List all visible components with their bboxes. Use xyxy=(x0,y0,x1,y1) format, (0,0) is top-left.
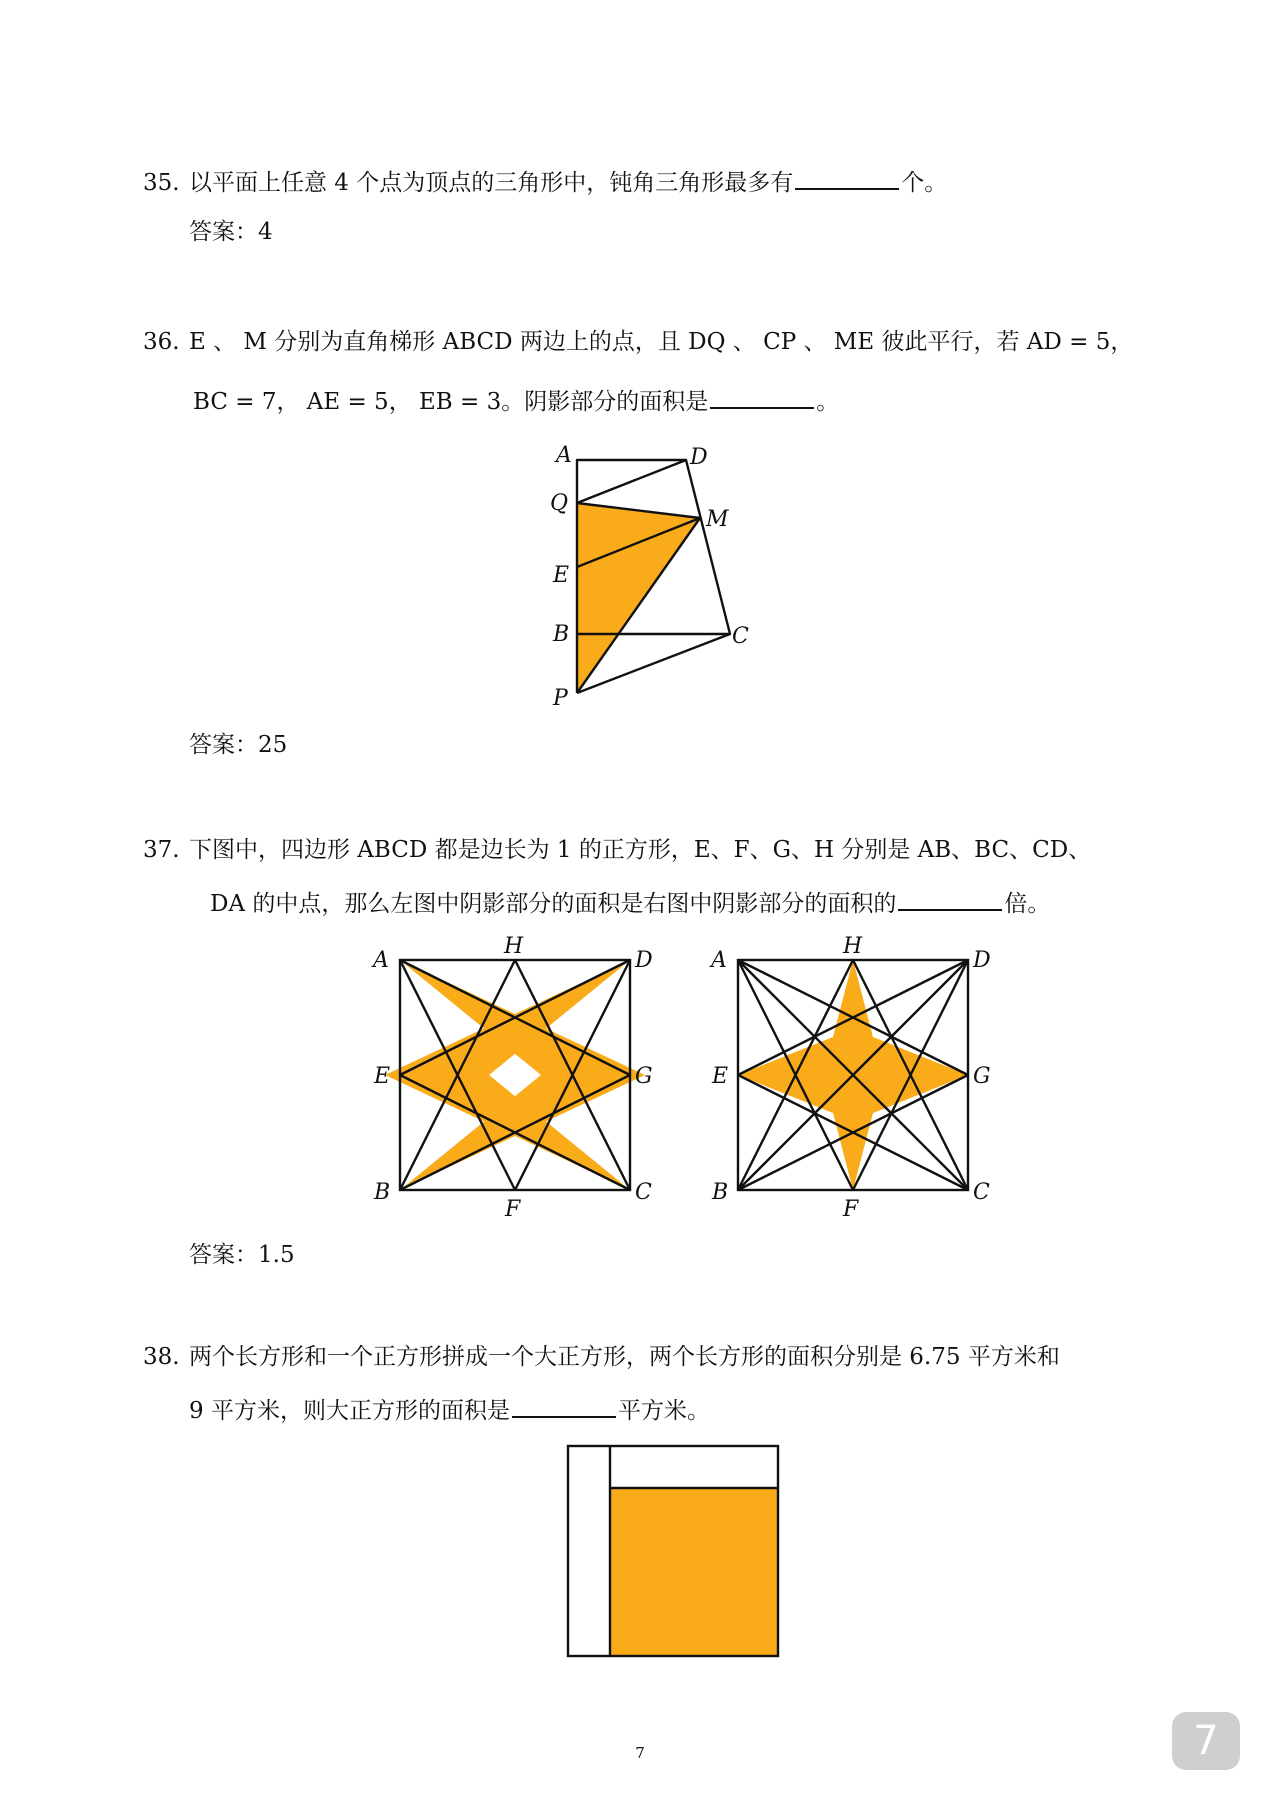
q37-left-label-G: G xyxy=(635,1064,653,1089)
q36-label-P: P xyxy=(553,686,568,711)
q36-label-D: D xyxy=(690,445,708,470)
q36-label-A: A xyxy=(556,443,572,468)
q37-right-label-A: A xyxy=(711,948,727,973)
q36-label-B: B xyxy=(553,622,570,647)
q37-left-label-H: H xyxy=(504,934,524,959)
q37-left-label-C: C xyxy=(635,1180,652,1205)
q37-right-label-C: C xyxy=(973,1180,990,1205)
q37-text-2: DA 的中点，那么左图中阴影部分的面积是右图中阴影部分的面积的 xyxy=(210,891,897,917)
q36-label-C: C xyxy=(732,624,749,649)
q36-label-Q: Q xyxy=(550,491,569,516)
q36-number: 36. xyxy=(143,329,180,355)
q37-text-1: 下图中，四边形 ABCD 都是边长为 1 的正方形，E、F、G、H 分别是 AB、BC、CD、 xyxy=(189,837,1092,863)
q38-text-1: 两个长方形和一个正方形拼成一个大正方形，两个长方形的面积分别是 6.75 平方米和 xyxy=(189,1344,1060,1370)
q36-text-1: E 、 M 分别为直角梯形 ABCD 两边上的点，且 DQ 、 CP 、 ME 彼此平行，若 AD = 5， xyxy=(189,329,1134,355)
q36-label-M: M xyxy=(706,507,729,532)
q37-right-label-D: D xyxy=(973,948,991,973)
q35-text: 以平面上任意 4 个点为顶点的三角形中，钝角三角形最多有 xyxy=(189,170,794,196)
q37-left-label-D: D xyxy=(635,948,653,973)
q37-left-label-B: B xyxy=(374,1180,391,1205)
q36-answer: 答案：25 xyxy=(189,732,288,758)
q35-text-end: 个。 xyxy=(901,170,948,196)
q37-left-label-E: E xyxy=(374,1064,391,1089)
page-number: 7 xyxy=(635,1744,645,1762)
q38-text-2-end: 平方米。 xyxy=(617,1398,710,1424)
q38-number: 38. xyxy=(143,1344,180,1370)
q37-left-label-F: F xyxy=(505,1197,521,1222)
q37-right-label-B: B xyxy=(712,1180,729,1205)
q37-number: 37. xyxy=(143,837,180,863)
q37-right-label-H: H xyxy=(843,934,863,959)
q38-shaded-square xyxy=(610,1488,778,1656)
q35-number: 35. xyxy=(143,170,180,196)
q37-right-label-E: E xyxy=(712,1064,729,1089)
q36-text-2: BC = 7， AE = 5， EB = 3。阴影部分的面积是 xyxy=(193,389,709,415)
q37-right-label-G: G xyxy=(973,1064,991,1089)
q35-answer: 答案：4 xyxy=(189,219,273,245)
q37-text-2-end: 倍。 xyxy=(1004,891,1051,917)
q37-right-label-F: F xyxy=(843,1197,859,1222)
q36-label-E: E xyxy=(553,563,570,588)
page-badge: 7 xyxy=(1172,1712,1240,1770)
q37-answer: 答案：1.5 xyxy=(189,1242,295,1268)
q37-left-label-A: A xyxy=(373,948,389,973)
q38-text-2: 9 平方米，则大正方形的面积是 xyxy=(189,1398,510,1424)
q36-text-2-end: 。 xyxy=(816,389,840,415)
